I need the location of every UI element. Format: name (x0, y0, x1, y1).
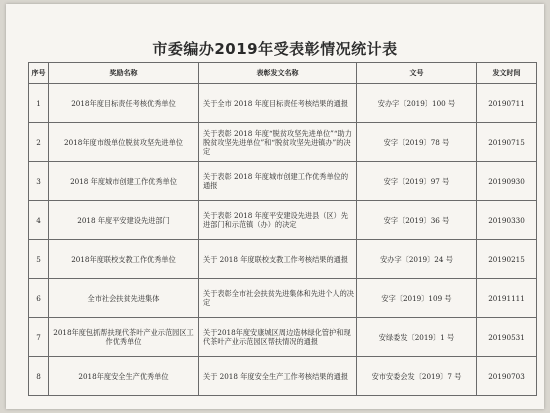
document-page (6, 4, 544, 409)
cell-seq: 8 (29, 357, 49, 396)
header-award: 奖励名称 (49, 63, 199, 84)
header-seq: 序号 (29, 63, 49, 84)
cell-date: 20190215 (477, 240, 537, 279)
cell-doc-no: 安字〔2019〕109 号 (357, 279, 477, 318)
cell-seq: 7 (29, 318, 49, 357)
cell-award: 2018年度联校支教工作优秀单位 (49, 240, 199, 279)
cell-doc-no: 安绿委发〔2019〕1 号 (357, 318, 477, 357)
document-title: 市委编办2019年受表彰情况统计表 (152, 40, 398, 58)
cell-doc-no: 安办字〔2019〕100 号 (357, 84, 477, 123)
cell-date: 20190703 (477, 357, 537, 396)
cell-award: 全市社会扶贫先进集体 (49, 279, 199, 318)
header-date: 发文时间 (477, 63, 537, 84)
cell-doc-name: 关于全市 2018 年度目标责任考核结果的通报 (199, 84, 357, 123)
cell-doc-no: 安字〔2019〕97 号 (357, 162, 477, 201)
table-row (29, 162, 537, 201)
cell-doc-no: 安办字〔2019〕24 号 (357, 240, 477, 279)
table-row (29, 201, 537, 240)
cell-award: 2018年度市级单位脱贫攻坚先进单位 (49, 123, 199, 162)
cell-seq: 1 (29, 84, 49, 123)
cell-seq: 6 (29, 279, 49, 318)
cell-date: 20190330 (477, 201, 537, 240)
cell-date: 20190715 (477, 123, 537, 162)
table-row (29, 84, 537, 123)
cell-doc-name: 关于 2018 年度安全生产工作考核结果的通报 (199, 357, 357, 396)
cell-seq: 4 (29, 201, 49, 240)
cell-award: 2018 年度城市创建工作优秀单位 (49, 162, 199, 201)
header-doc-no: 文号 (357, 63, 477, 84)
cell-award: 2018年度包抓帮扶现代茶叶产业示范园区工作优秀单位 (49, 318, 199, 357)
cell-doc-name: 关于表彰全市社会扶贫先进集体和先进个人的决定 (199, 279, 357, 318)
cell-award: 2018 年度平安建设先进部门 (49, 201, 199, 240)
cell-doc-name: 关于 2018 年度联校支教工作考核结果的通报 (199, 240, 357, 279)
cell-date: 20191111 (477, 279, 537, 318)
cell-seq: 5 (29, 240, 49, 279)
header-doc-name: 表彰发文名称 (199, 63, 357, 84)
cell-date: 20190930 (477, 162, 537, 201)
cell-award: 2018年度目标责任考核优秀单位 (49, 84, 199, 123)
table-row (29, 318, 537, 357)
table-row (29, 123, 537, 162)
cell-date: 20190711 (477, 84, 537, 123)
cell-doc-name: 关于表彰 2018 年度城市创建工作优秀单位的通报 (199, 162, 357, 201)
table-header-row (29, 63, 537, 84)
cell-seq: 2 (29, 123, 49, 162)
table-row (29, 279, 537, 318)
cell-doc-name: 关于表彰 2018 年度平安建设先进县（区）先进部门和示范镇（办）的决定 (199, 201, 357, 240)
cell-date: 20190531 (477, 318, 537, 357)
cell-doc-name: 关于表彰 2018 年度“脱贫攻坚先进单位”“助力脱贫攻坚先进单位”和“脱贫攻坚先进镇办”的决定 (199, 123, 357, 162)
cell-doc-no: 安字〔2019〕78 号 (357, 123, 477, 162)
table-row (29, 240, 537, 279)
cell-award: 2018年度安全生产优秀单位 (49, 357, 199, 396)
cell-seq: 3 (29, 162, 49, 201)
cell-doc-no: 安字〔2019〕36 号 (357, 201, 477, 240)
cell-doc-name: 关于2018年度安康城区周边造林绿化管护和现代茶叶产业示范园区帮扶情况的通报 (199, 318, 357, 357)
cell-doc-no: 安市安委会发〔2019〕7 号 (357, 357, 477, 396)
awards-table (28, 62, 537, 396)
table-row (29, 357, 537, 396)
